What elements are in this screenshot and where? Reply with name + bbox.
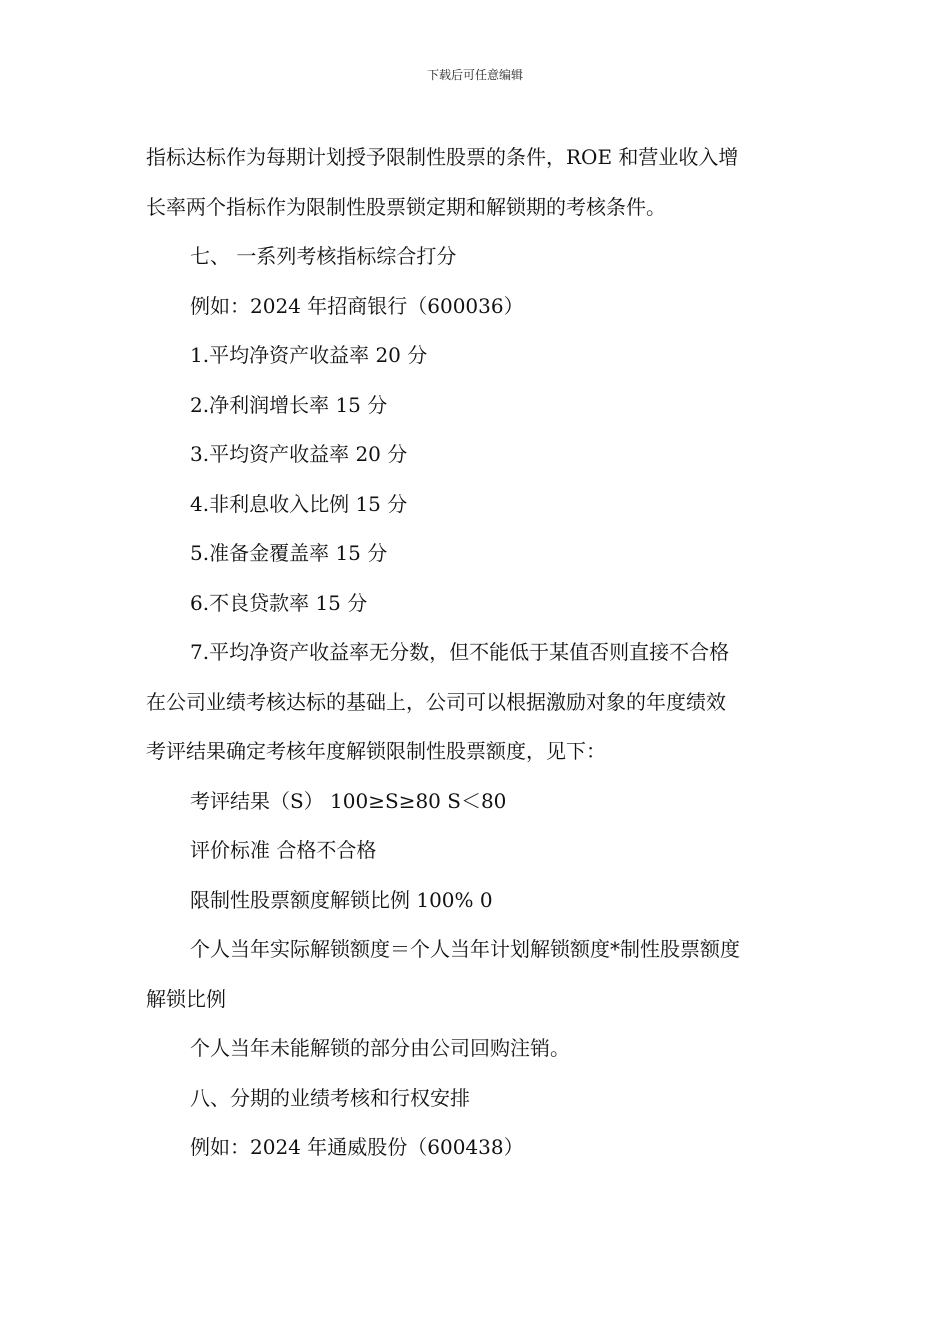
paragraph-line: 个人当年未能解锁的部分由公司回购注销。 xyxy=(190,1036,570,1060)
list-item: 7.平均净资产收益率无分数，但不能低于某值否则直接不合格 xyxy=(190,640,730,664)
paragraph-line: 在公司业绩考核达标的基础上，公司可以根据激励对象的年度绩效 xyxy=(146,689,726,714)
example-line: 例如：2024 年招商银行（600036） xyxy=(190,293,524,318)
formula-line: 解锁比例 xyxy=(146,986,226,1011)
paragraph-line: 考评结果确定考核年度解锁限制性股票额度，见下： xyxy=(146,739,606,763)
page-header: 下载后可任意编辑 xyxy=(426,68,523,82)
list-item: 6.不良贷款率 15 分 xyxy=(190,590,368,615)
table-line: 限制性股票额度解锁比例 100% 0 xyxy=(190,887,493,912)
list-item: 5.准备金覆盖率 15 分 xyxy=(190,541,388,565)
table-line: 评价标准 合格不合格 xyxy=(190,838,377,862)
list-item: 4.非利息收入比例 15 分 xyxy=(190,491,408,516)
section-heading-7: 七、 一系列考核指标综合打分 xyxy=(190,244,457,268)
list-item: 2.净利润增长率 15 分 xyxy=(190,392,388,417)
list-item: 1.平均净资产收益率 20 分 xyxy=(190,343,428,367)
section-heading-8: 八、分期的业绩考核和行权安排 xyxy=(190,1085,470,1110)
list-item: 3.平均资产收益率 20 分 xyxy=(190,442,408,466)
example-line: 例如：2024 年通威股份（600438） xyxy=(190,1135,524,1159)
table-line: 考评结果（S） 100≥S≥80 S＜80 xyxy=(190,788,507,813)
document-body xyxy=(146,133,806,1173)
paragraph-line: 指标达标作为每期计划授予限制性股票的条件，ROE 和营业收入增 xyxy=(146,145,739,169)
formula-line: 个人当年实际解锁额度＝个人当年计划解锁额度*制性股票额度 xyxy=(190,937,740,961)
paragraph-line: 长率两个指标作为限制性股票锁定期和解锁期的考核条件。 xyxy=(146,194,666,219)
